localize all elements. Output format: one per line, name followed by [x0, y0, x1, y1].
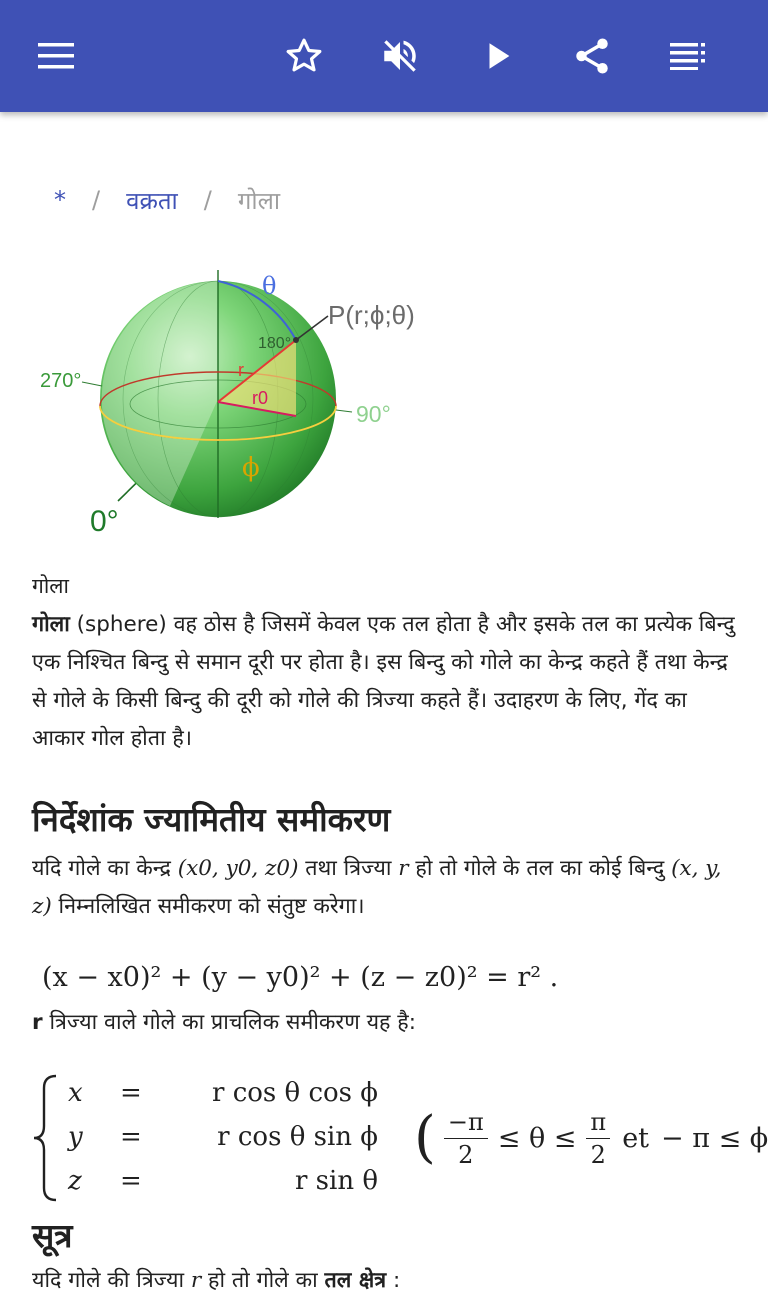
favorite-button[interactable] — [276, 28, 332, 84]
text-span: : — [386, 1268, 401, 1293]
radius-symbol: r — [398, 856, 409, 881]
deg180-label: 180° — [258, 335, 292, 352]
system-var: y — [68, 1122, 83, 1152]
play-icon — [481, 39, 515, 73]
point-p-dot — [293, 337, 299, 343]
open-paren: ( — [414, 1105, 436, 1170]
section-heading-formula: सूत्र — [32, 1216, 73, 1255]
text-span: हो तो गोले का — [201, 1268, 325, 1293]
system-row-x — [68, 1078, 378, 1122]
section-heading-coordinate-equation: निर्देशांक ज्यामितीय समीकरण — [32, 800, 391, 839]
fraction-denominator: 2 — [590, 1140, 606, 1169]
section1-paragraph — [32, 850, 744, 926]
toc-button[interactable] — [660, 28, 716, 84]
volume-off-icon — [379, 35, 421, 77]
text-span: यदि गोले का केन्द्र — [32, 856, 178, 881]
system-rhs: r cos θ cos ϕ — [212, 1078, 378, 1108]
mute-button[interactable] — [372, 28, 428, 84]
r0-label: r0 — [252, 388, 269, 408]
fraction-denominator: 2 — [458, 1140, 474, 1169]
system-row-z — [68, 1166, 378, 1204]
point-label: P(r;ϕ;θ) — [328, 300, 415, 330]
parametric-system — [32, 1072, 768, 1204]
app-toolbar — [0, 0, 768, 112]
fraction-numerator: −π — [444, 1108, 488, 1139]
intro-bold-term: गोला — [32, 612, 70, 637]
radius-bold: r — [32, 1010, 43, 1035]
surface-area-bold: तल क्षेत्र — [324, 1268, 387, 1293]
sphere-equation: (x − x0)² + (y − y0)² + (z − z0)² = r² . — [42, 962, 559, 993]
menu-icon — [36, 41, 76, 71]
label-leader — [336, 410, 352, 412]
star-outline-icon — [284, 36, 324, 76]
breadcrumb-separator: / — [92, 186, 101, 214]
breadcrumb-separator: / — [203, 186, 212, 214]
parametric-intro — [32, 1004, 744, 1042]
fraction-numerator: π — [586, 1108, 610, 1139]
play-button[interactable] — [470, 28, 526, 84]
section2-paragraph — [32, 1262, 744, 1300]
deg270-label: 270° — [40, 370, 82, 392]
share-icon — [571, 35, 613, 77]
share-button[interactable] — [564, 28, 620, 84]
breadcrumb-current: गोला — [237, 186, 281, 215]
menu-button[interactable] — [28, 28, 84, 84]
phi-label: ϕ — [242, 453, 260, 483]
breadcrumb — [54, 180, 280, 220]
theta-label: θ — [262, 272, 277, 300]
deg0-label: 0° — [90, 505, 119, 538]
label-leader — [82, 382, 102, 386]
system-row-y — [68, 1122, 378, 1166]
breadcrumb-parent-link[interactable]: वक्रता — [126, 186, 178, 215]
fraction-pi-over-2 — [586, 1108, 610, 1169]
system-equals: = — [120, 1166, 142, 1196]
text-span: हो तो गोले के तल का कोई बिन्दु — [408, 856, 672, 881]
fraction-neg-pi-over-2 — [444, 1108, 488, 1169]
deg90-label: 90° — [356, 401, 391, 427]
text-span: यदि गोले की त्रिज्या — [32, 1268, 191, 1293]
intro-paragraph — [32, 606, 744, 758]
radius-symbol: r — [190, 1268, 202, 1293]
system-var: z — [68, 1166, 82, 1196]
left-brace — [32, 1072, 62, 1204]
intro-text: (sphere) वह ठोस है जिसमें केवल एक तल होता है और इसके तल का प्रत्येक बिन्दु एक निश्चित बिन्दु से समान दूरी पर होता है। इस बिन्दु को गोले का केन्द्र कहते हैं तथा केन्द्र से गोले के किसी बिन्दु की दूरी को गोले की त्रिज्या कहते हैं। उदाहरण के लिए, गेंद का आकार गोल होता है। — [32, 612, 735, 751]
text-span: तथा त्रिज्या — [298, 856, 399, 881]
parameter-range — [414, 1098, 768, 1178]
breadcrumb-root-link[interactable]: * — [54, 186, 66, 214]
r-label: r — [238, 360, 244, 380]
system-equals: = — [120, 1078, 142, 1108]
text-span: निम्नलिखित समीकरण को संतुष्ट करेगा। — [51, 894, 365, 919]
et-word: et — [622, 1122, 650, 1154]
system-equals: = — [120, 1122, 142, 1152]
system-rhs: r cos θ sin ϕ — [217, 1122, 378, 1152]
center-coordinates: (x0, y0, z0) — [177, 856, 299, 881]
list-icon — [668, 41, 708, 71]
figure-caption: गोला — [32, 574, 69, 598]
parametric-intro-text: त्रिज्या वाले गोले का प्राचलिक समीकरण यह है: — [42, 1010, 416, 1035]
sphere-figure[interactable] — [30, 256, 450, 546]
theta-inequality: ≤ θ ≤ — [497, 1122, 577, 1154]
system-var: x — [68, 1078, 83, 1108]
system-rhs: r sin θ — [294, 1166, 378, 1196]
sphere-diagram — [30, 256, 450, 546]
phi-inequality: − π ≤ ϕ — [661, 1122, 768, 1154]
point-coordinates: (x, y, z) — [32, 856, 722, 919]
